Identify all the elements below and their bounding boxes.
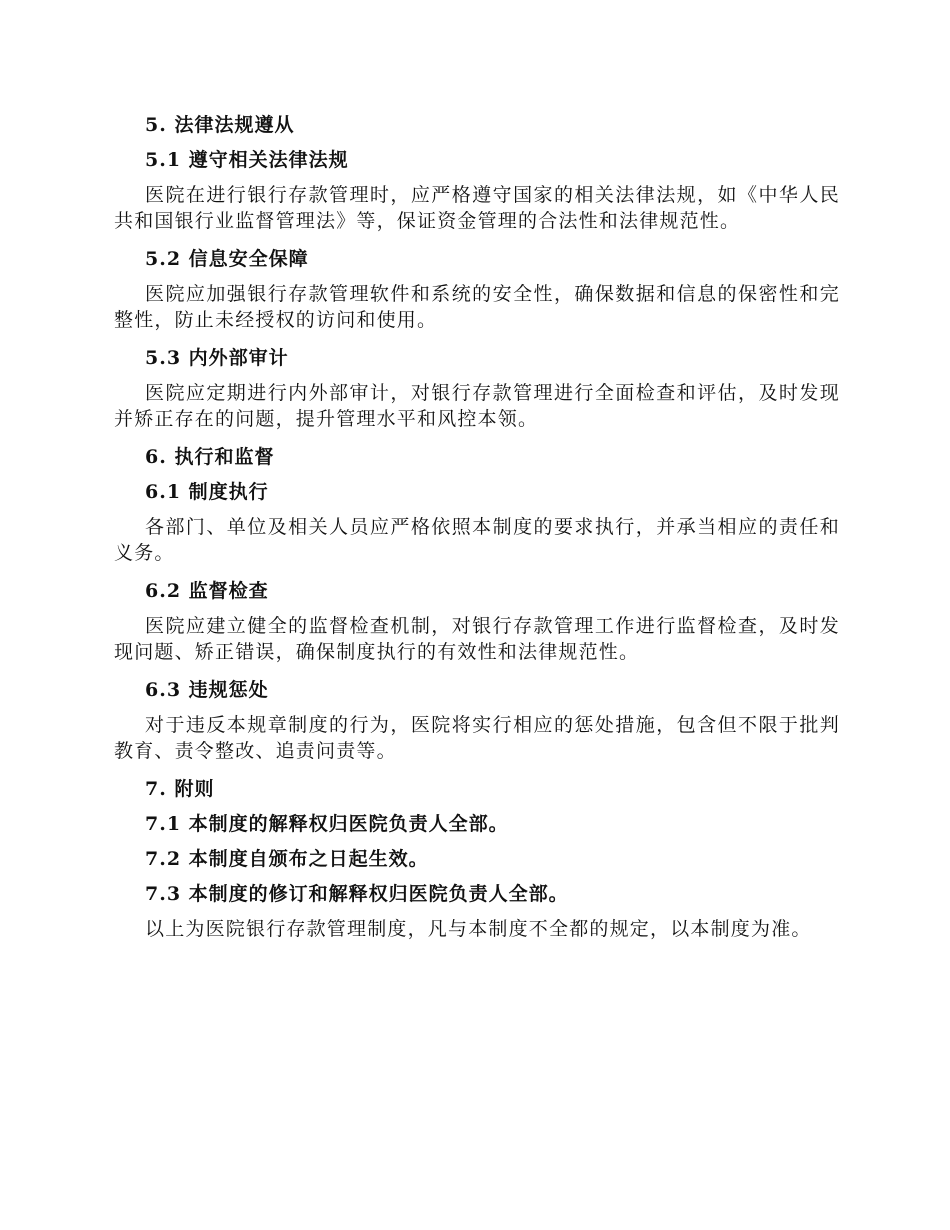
section-heading-6-1: 6.1 制度执行	[145, 481, 269, 503]
section-heading-5: 5. 法律法规遵从	[145, 114, 295, 136]
section-heading-7-1: 7.1 本制度的解释权归医院负责人全部。	[145, 813, 509, 835]
paragraph-6-2: 医院应建立健全的监督检查机制，对银行存款管理工作进行监督检查，及时发现问题、矫正错误，确保制度执行的有效性和法律规范性。	[114, 615, 840, 663]
paragraph-6-1: 各部门、单位及相关人员应严格依照本制度的要求执行，并承当相应的责任和义务。	[114, 516, 840, 564]
paragraph-6-3: 对于违反本规章制度的行为，医院将实行相应的惩处措施，包含但不限于批判教育、责令整改、追责问责等。	[114, 714, 840, 762]
section-heading-6-2: 6.2 监督检查	[145, 580, 269, 602]
closing-paragraph: 以上为医院银行存款管理制度，凡与本制度不全都的规定，以本制度为准。	[145, 918, 812, 940]
paragraph-5-1: 医院在进行银行存款管理时，应严格遵守国家的相关法律法规，如《中华人民共和国银行业监督管理法》等，保证资金管理的合法性和法律规范性。	[114, 184, 840, 232]
paragraph-5-3: 医院应定期进行内外部审计，对银行存款管理进行全面检查和评估，及时发现并矫正存在的问题，提升管理水平和风控本领。	[114, 382, 840, 430]
section-heading-7-2: 7.2 本制度自颁布之日起生效。	[145, 848, 429, 870]
section-heading-6: 6. 执行和监督	[145, 446, 275, 468]
section-heading-7-3: 7.3 本制度的修订和解释权归医院负责人全部。	[145, 883, 569, 905]
paragraph-5-2: 医院应加强银行存款管理软件和系统的安全性，确保数据和信息的保密性和完整性，防止未经授权的访问和使用。	[114, 283, 840, 331]
section-heading-5-3: 5.3 内外部审计	[145, 347, 289, 369]
section-heading-5-2: 5.2 信息安全保障	[145, 248, 309, 270]
section-heading-7: 7. 附则	[145, 778, 215, 800]
section-heading-6-3: 6.3 违规惩处	[145, 679, 269, 701]
section-heading-5-1: 5.1 遵守相关法律法规	[145, 149, 349, 171]
